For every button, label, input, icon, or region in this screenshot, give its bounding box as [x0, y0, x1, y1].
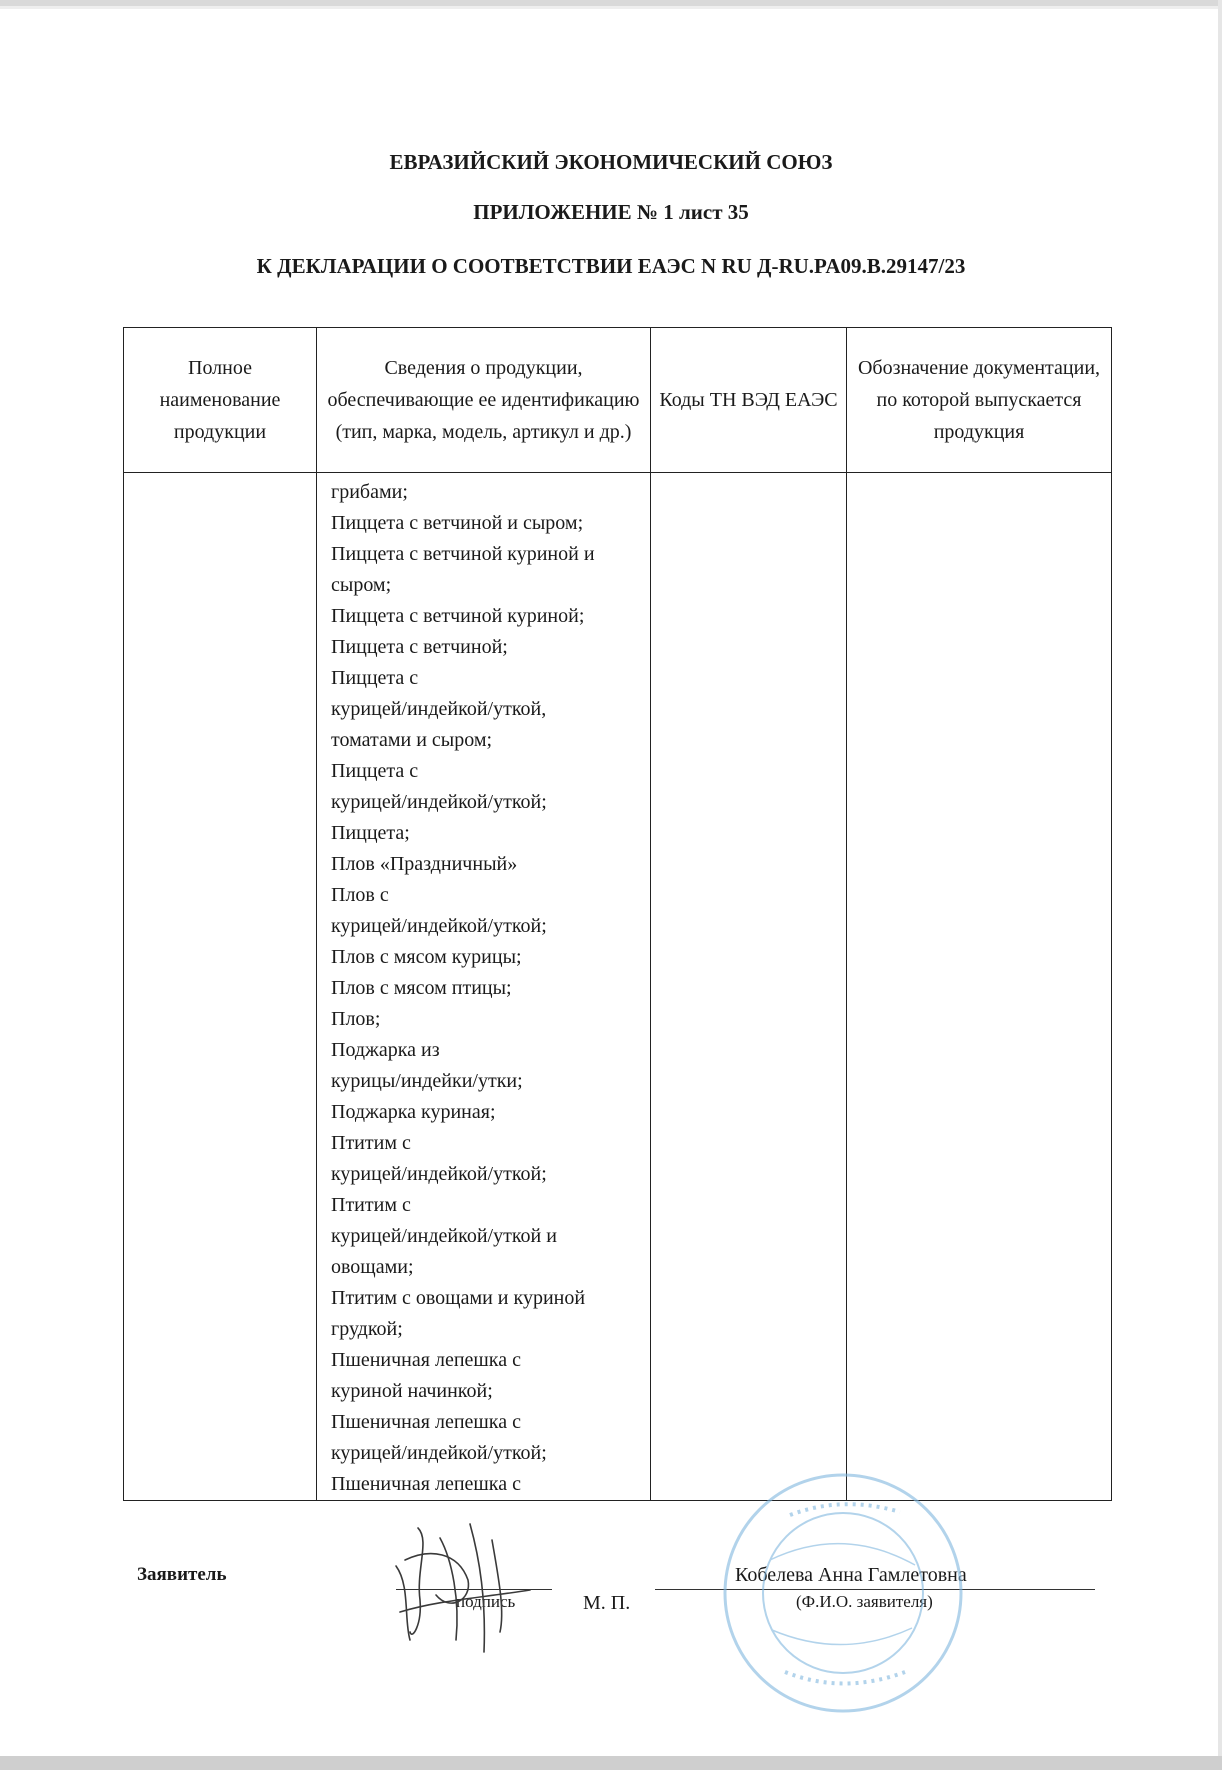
list-item: Плов с мясом птицы;	[331, 977, 512, 999]
list-item: Пиццета с ветчиной куриной;	[331, 605, 585, 627]
list-item: грудкой;	[331, 1318, 403, 1340]
handwritten-signature-icon	[396, 1524, 530, 1652]
list-item: Пшеничная лепешка с	[331, 1411, 521, 1433]
list-item: Пиццета с ветчиной;	[331, 636, 508, 658]
signature-caption: подпись	[456, 1592, 516, 1611]
list-item: курицей/индейкой/уткой,	[331, 698, 547, 720]
list-item: сыром;	[331, 574, 392, 596]
list-item: Птитим с	[331, 1194, 411, 1216]
list-item: Пшеничная лепешка с	[331, 1349, 521, 1371]
list-item: куриной начинкой;	[331, 1380, 493, 1402]
list-item: Плов с	[331, 884, 389, 906]
list-item: Плов;	[331, 1008, 381, 1030]
column-header-tnved-codes: Коды ТН ВЭД ЕАЭС	[651, 328, 847, 473]
seal-place-label: М. П.	[583, 1592, 631, 1614]
list-item: Пиццета с	[331, 667, 419, 689]
list-item: томатами и сыром;	[331, 729, 493, 751]
list-item: Плов с мясом курицы;	[331, 946, 522, 968]
header-union-title: ЕВРАЗИЙСКИЙ ЭКОНОМИЧЕСКИЙ СОЮЗ	[389, 150, 833, 174]
list-item: курицей/индейкой/уткой;	[331, 915, 547, 937]
header-appendix-title: ПРИЛОЖЕНИЕ № 1 лист 35	[473, 200, 749, 224]
list-item: Поджарка из	[331, 1039, 440, 1061]
list-item: грибами;	[331, 481, 408, 503]
list-item: курицей/индейкой/уткой и	[331, 1225, 557, 1247]
applicant-name-caption: (Ф.И.О. заявителя)	[796, 1592, 933, 1611]
column-header-product-name: Полное наименование продукции	[124, 328, 317, 473]
list-item: Пиццета;	[331, 822, 410, 844]
list-item: Птитим с овощами и куриной	[331, 1287, 586, 1309]
list-item: курицы/индейки/утки;	[331, 1070, 523, 1092]
list-item: овощами;	[331, 1256, 414, 1278]
list-item: Птитим с	[331, 1132, 411, 1154]
list-item: курицей/индейкой/уткой;	[331, 1442, 547, 1464]
list-item: курицей/индейкой/уткой;	[331, 1163, 547, 1185]
header-declaration-number: К ДЕКЛАРАЦИИ О СООТВЕТСТВИИ ЕАЭС N RU Д-RU.PA09.B.29147/23	[256, 254, 966, 278]
column-header-documentation: Обозначение документации, по которой выпускается продукция	[847, 328, 1112, 473]
list-item: Пиццета с	[331, 760, 419, 782]
round-stamp-icon	[725, 1475, 961, 1711]
applicant-name: Кобелева Анна Гамлетовна	[735, 1564, 967, 1586]
list-item: курицей/индейкой/уткой;	[331, 791, 547, 813]
column-header-product-identification: Сведения о продукции, обеспечивающие ее идентификацию (тип, марка, модель, артикул и др.)	[317, 328, 651, 473]
list-item: Пиццета с ветчиной и сыром;	[331, 512, 584, 534]
list-item: Пшеничная лепешка с	[331, 1473, 521, 1495]
list-item: Пиццета с ветчиной куриной и	[331, 543, 595, 565]
applicant-label: Заявитель	[137, 1564, 227, 1585]
list-item: Поджарка куриная;	[331, 1101, 496, 1123]
list-item: Плов «Праздничный»	[331, 853, 518, 875]
